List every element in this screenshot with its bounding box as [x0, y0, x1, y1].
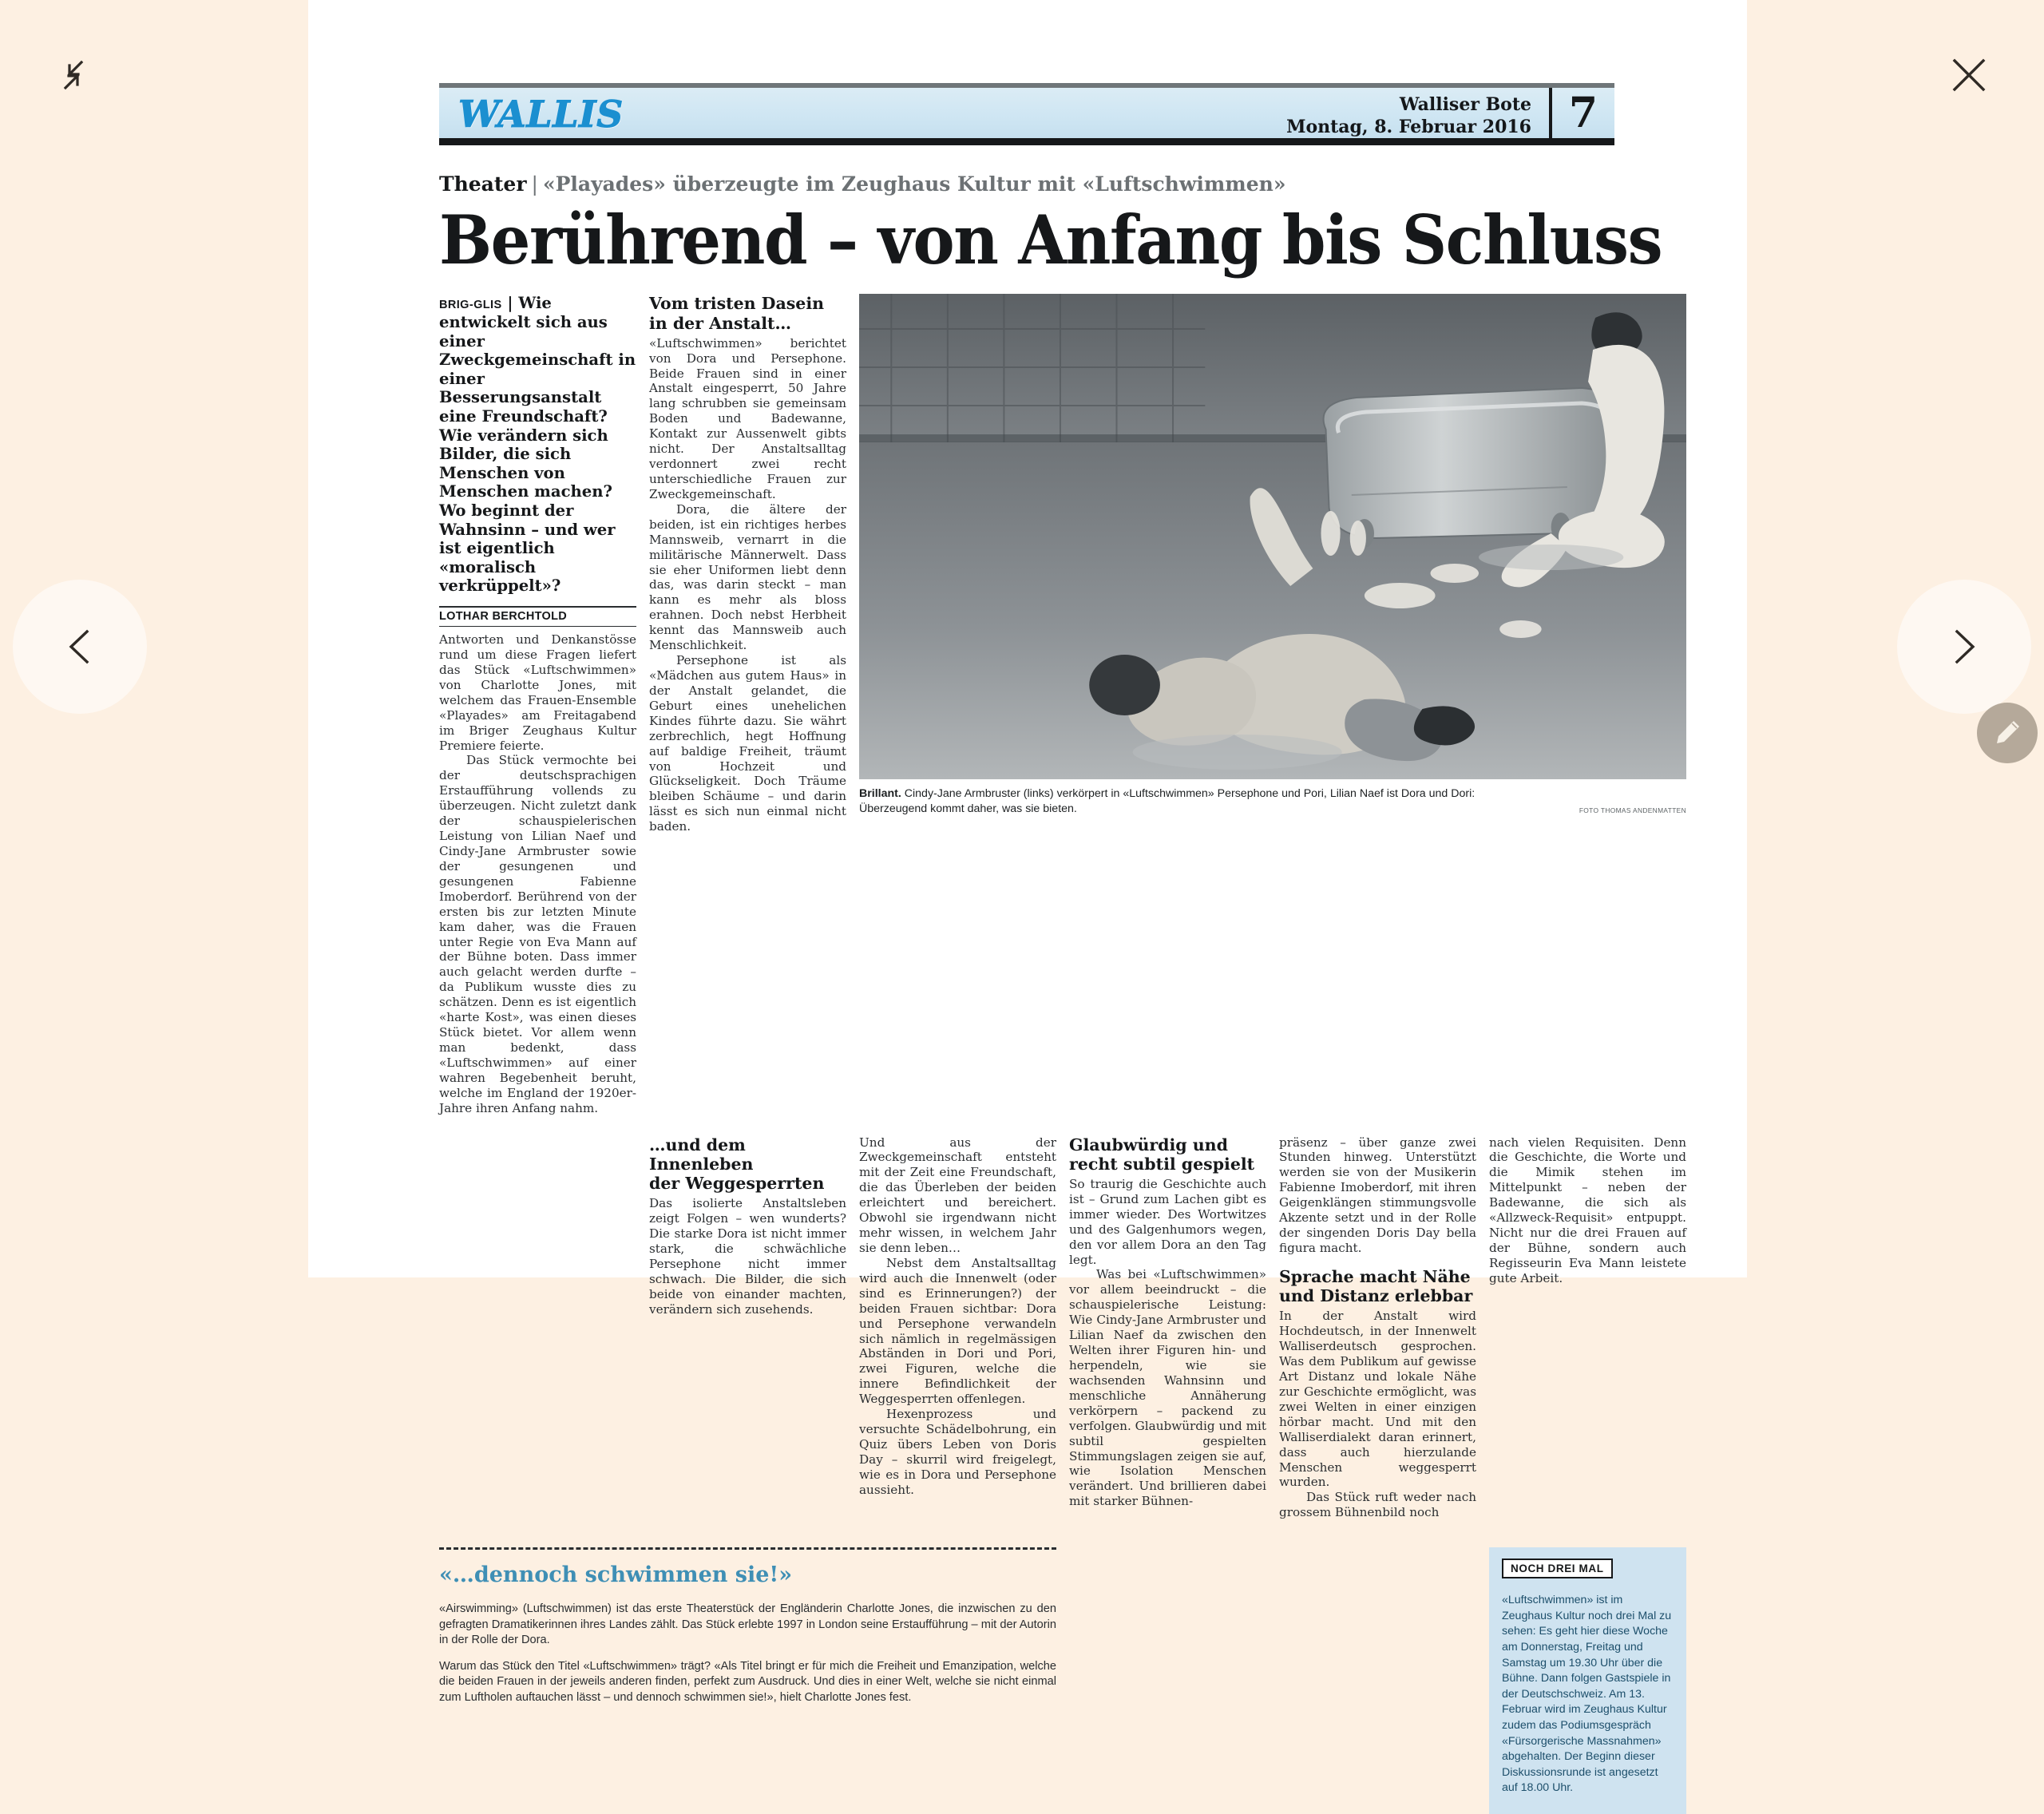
kicker-label: Theater	[439, 172, 527, 196]
masthead	[439, 83, 1614, 145]
collapse-arrows-icon[interactable]	[45, 46, 102, 104]
paragraph: Das isolierte Anstaltsleben zeigt Folgen – wen wunderts? Die starke Dora ist nicht immer stark, die schwächliche Persephone nicht immer schwach. Die Bilder, die sich beide von einander machten, verändern sich zusehends.	[649, 1196, 846, 1317]
chevron-left-icon	[52, 619, 108, 675]
column-lower-4	[1069, 1135, 1266, 1510]
page-title: Berührend – von Anfang bis Schluss	[439, 200, 1662, 279]
kicker-separator: |	[531, 172, 538, 196]
dateline: BRIG-GLIS	[439, 299, 502, 312]
kicker-text: «Playades» überzeugte im Zeughaus Kultur mit «Luftschwimmen»	[542, 172, 1286, 196]
article-upper-grid	[439, 294, 1686, 1115]
paragraph: Dora, die ältere der beiden, ist ein richtiges herbes Mannsweib, vernarrt in die militärische Männerwelt. Dass sie eher Uniformen liebt denn das, was darin steckt – man kann es mehr als bloss erahnen. Doch nebst Herbheit kennt das Mannsweib auch Menschlichkeit.	[649, 501, 846, 653]
masthead-right	[1286, 88, 1614, 138]
paragraph: Nebst dem Anstaltsalltag wird auch die Innenwelt (oder sind es Erinnerungen?) der beiden Frauen sichtbar: Dora und Persephone verwandeln sich nämlich in regelmässigen Abständen in Dori und Pori, zwei Figuren, welche die innere Befindlichkeit der Weggesperrten offenlegen.	[859, 1255, 1056, 1407]
subhead-vom-tristen-dasein: Vom tristen Dasein in der Anstalt…	[649, 294, 825, 333]
infobox-paragraph: «Airswimming» (Luftschwimmen) ist das erste Theaterstück der Engländerin Charlotte Jones, die inzwischen zu den gefragten Dramatikerinnen ihres Landes zählt. Das Stück erlebte 1997 in London seine Erstaufführung – mit der Autorin in der Rolle der Dora.	[439, 1602, 1056, 1647]
chevron-right-icon	[1936, 619, 1992, 675]
masthead-section: WALLIS	[458, 93, 624, 136]
masthead-meta	[1286, 88, 1552, 138]
lead-separator: |	[501, 294, 519, 313]
noch-drei-mal-tag: NOCH DREI MAL	[1502, 1559, 1613, 1578]
lead-text: Wie entwickelt sich aus einer Zweckgemeinschaft in einer Besserungsanstalt eine Freundschaft? Wie verändern sich Bilder, die sich Menschen von Menschen machen? Wo beginnt der Wahnsinn – und wer ist eigentlich «moralisch verkrüppelt»?	[439, 294, 636, 596]
article-lower-grid	[439, 1135, 1686, 1814]
photo-credit: FOTO THOMAS ANDENMATTEN	[1579, 806, 1686, 815]
newspaper-article	[439, 83, 1686, 1795]
subhead-und-dem-innenleben: …und dem Innenleben der Weggesperrten	[649, 1135, 825, 1193]
paragraph: Antworten und Denkanstösse rund um diese Fragen liefert das Stück «Luftschwimmen» von Charlotte Jones, mit welchem das Frauen-Ensemble «Playades» am Freitagabend im Briger Zeughaus Kultur Premiere feierte.	[439, 632, 636, 753]
byline-block	[439, 606, 636, 627]
newspaper-page	[308, 0, 1747, 1795]
masthead-page-number: 7	[1568, 89, 1598, 137]
photo-caption-text: Cindy-Jane Armbruster (links) verkörpert in «Luftschwimmen» Persephone und Pori, Lilian Naef ist Dora und Dori: Überzeugend kommt daher, was sie bieten.	[859, 787, 1476, 815]
column-lower-2	[649, 1135, 846, 1317]
paragraph: Und aus der Zweckgemeinschaft entsteht mit der Zeit eine Freundschaft, die das Überleben der beiden erleichtert und bereichert. Obwohl sie irgendwann nicht mehr wissen, in welchem Jahr sie denn leben…	[859, 1135, 1056, 1256]
article-lead	[439, 294, 636, 596]
column-lower-6	[1489, 1135, 1686, 1286]
subhead-sprache-macht-naehe: Sprache macht Nähe und Distanz erlebbar	[1279, 1266, 1473, 1306]
infobox-paragraph: Warum das Stück den Titel «Luftschwimmen» trägt? «Als Titel bringt er für mich die Freiheit und Emanzipation, welche die beiden Frauen in der jeweils anderen finden, perfekt zum Ausdruck. Und dies in einer Welt, welche sie nicht einmal zum Luftholen auftauchen lässt – und dennoch schwimmen sie!», hielt Charlotte Jones fest.	[439, 1659, 1056, 1704]
paragraph: Das Stück ruft weder nach grossem Bühnenbild noch	[1279, 1490, 1476, 1520]
next-page-button[interactable]	[1897, 580, 2031, 714]
paragraph: präsenz – über ganze zwei Stunden hinweg. Unterstützt werden sie von der Musikerin Fabienne Imoberdorf, mit ihren Geigenklängen stimmungsvolle Akzente setzt und in der Rolle der singenden Doris Day bella figura macht.	[1279, 1135, 1476, 1256]
close-icon[interactable]	[1940, 46, 1998, 104]
photo-caption-lead: Brillant.	[859, 787, 901, 801]
paragraph: Das Stück vermochte bei der deutschsprachigen Erstaufführung vollends zu überzeugen. Nicht zuletzt dank der schauspielerischen Leistung von Lilian Naef und Cindy-Jane Armbruster sowie der gesungenen und gesungenen Fabienne Imoberdorf. Berührend von der ersten bis zur letzten Minute kam daher, was die Frauen unter Regie von Eva Mann auf der Bühne boten. Dass immer auch gelacht werden durfte – da Publikum wusste dies zu schätzen. Denn es ist eigentlich «harte Kost», was einen dieses Stück bietet. Vor allem wenn man bedenkt, dass «Luftschwimmen» auf einer wahren Begebenheit beruht, welche im England der 1920er-Jahre ihren Anfang nahm.	[439, 753, 636, 1115]
paragraph: Persephone ist als «Mädchen aus gutem Haus» in der Anstalt gelandet, die Geburt eines unehelichen Kindes führte dazu. Sie währt zerbrechlich, hegt Hoffnung auf baldige Freiheit, träumt von Hochzeit und Glückseligkeit. Doch Träume bleiben Schäume – und darin lässt es sich nun einmal nicht baden.	[649, 653, 846, 834]
photo-caption	[859, 786, 1686, 816]
photo-block	[859, 294, 1686, 1115]
article-photo	[859, 294, 1686, 779]
paragraph: nach vielen Requisiten. Denn die Geschichte, die Worte und die Mimik stehen im Mittelpunkt – neben der Badewanne, die sich als «Allzweck-Requisit» entpuppt. Nicht nur die drei Frauen auf der Bühne, sondern auch Regisseurin Eva Mann leistete gute Arbeit.	[1489, 1135, 1686, 1285]
paragraph: Hexenprozess und versuchte Schädelbohrung, ein Quiz übers Leben von Doris Day – skurril wird freigelegt, wie es in Dora und Persephone aussieht.	[859, 1407, 1056, 1497]
paragraph: So traurig die Geschichte auch ist – Grund zum Lachen gibt es immer wieder. Des Wortwitzes und des Galgenhumors wegen, den vor allem Dora an den Tag legt.	[1069, 1176, 1266, 1267]
paragraph: Was bei «Luftschwimmen» vor allem beeindruckt – die schauspielerische Leistung: Wie Cindy-Jane Armbruster und Lilian Naef da zwischen den Welten ihrer Figuren hin- und herpendeln, wie sie wachsenden Wahnsinn und menschliche Annäherung verkörpern – packend zu verfolgen. Glaubwürdig und mit subtil gespielten Stimmungslagen zeigen sie auf, wie Isolation Menschen verändert. Und brillieren dabei mit starker Bühnen-	[1069, 1267, 1266, 1509]
paragraph: In der Anstalt wird Hochdeutsch, in der Innenwelt Walliserdeutsch gesprochen. Was dem Publikum auf gewisse Art Distanz und lokale Nähe zur Geschichte ermöglicht, was zwei Welten in einer einzigen hörbar macht. Und mit den Walliserdialekt daran erinnert, dass auch hierzulande Menschen weggesperrt wurden.	[1279, 1309, 1476, 1490]
noch-drei-mal-box	[1489, 1547, 1686, 1814]
edit-button[interactable]	[1977, 703, 2038, 763]
paragraph: «Luftschwimmen» berichtet von Dora und Persephone. Beide Frauen sind in einer Anstalt eingesperrt, 50 Jahre lang schrubben sie gemeinsam Boden und Badewanne, Kontakt zur Aussenwelt gibts nicht. Der Anstaltsalltag verdonnert zwei recht unterschiedliche Frauen zur Zweckgemeinschaft.	[649, 335, 846, 501]
infobox-title: «…dennoch schwimmen sie!»	[439, 1562, 793, 1588]
infobox-dennoch-schwimmen-sie	[439, 1547, 1056, 1716]
column-lower-3	[859, 1135, 1056, 1498]
article-kicker	[439, 172, 1614, 196]
prev-page-button[interactable]	[13, 580, 147, 714]
noch-drei-mal-text: «Luftschwimmen» ist im Zeughaus Kultur noch drei Mal zu sehen: Es geht hier diese Woche am Donnerstag, Freitag und Samstag um 19.30 Uhr über die Bühne. Dann folgen Gastspiele in der Deutschschweiz. Am 13. Februar wird im Zeughaus Kultur zudem das Podiumsgespräch «Fürsorgerische Massnahmen» abgehalten. Der Beginn dieser Diskussionsrunde ist angesetzt auf 18.00 Uhr.	[1502, 1594, 1672, 1795]
column-1	[439, 294, 636, 1115]
pencil-icon	[1991, 716, 2024, 750]
masthead-date: Montag, 8. Februar 2016	[1286, 116, 1531, 137]
subhead-glaubwuerdig: Glaubwürdig und recht subtil gespielt	[1069, 1135, 1255, 1174]
column-lower-5	[1279, 1135, 1476, 1521]
masthead-paper-name: Walliser Bote	[1399, 94, 1531, 115]
infobox-rule	[439, 1547, 1056, 1550]
column-2	[649, 294, 846, 1115]
byline: LOTHAR BERCHTOLD	[439, 608, 636, 627]
